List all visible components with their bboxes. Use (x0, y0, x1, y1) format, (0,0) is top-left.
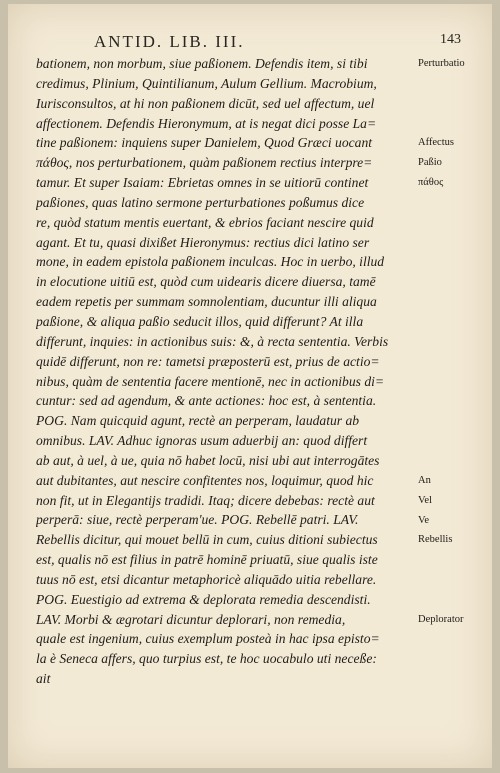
margin-note: Affectus (418, 137, 454, 149)
text-line: omnibus. LAV. Adhuc ignoras usum aduerbij an: quod differt (36, 433, 368, 449)
page-header (8, 32, 492, 56)
text-line: perperā: siue, rectè perperam'ue. POG. Rebellē patri. LAV. (36, 512, 359, 528)
running-head: ANTID. LIB. III. (94, 32, 245, 51)
text-line: affectionem. Defendis Hieronymum, at is negat dici posse La= (36, 115, 377, 131)
text-line: eadem repetis per summam somnolentiam, ducuntur illi aliqua (36, 294, 377, 310)
text-line: la è Seneca affers, quo turpius est, te hoc uocabulo uti neceße: (36, 651, 377, 667)
text-line: credimus, Plinium, Quintilianum, Aulum Gellium. Macrobium, (36, 75, 377, 91)
text-line: quidē differunt, non re: tametsi præposterū est, prius de actio= (36, 353, 380, 369)
text-line: Rebellis dicitur, qui mouet bellū in cum, cuius ditioni subiectus (36, 532, 378, 548)
text-line: tine paßionem: inquiens super Danielem, Quod Græci uocant (36, 135, 373, 151)
text-line: aut dubitantes, aut nescire confitentes nos, loquimur, quod hic (36, 472, 374, 488)
book-page (8, 4, 492, 768)
main-text-block (36, 54, 416, 689)
text-line: paßione, & aliqua paßio seducit illos, quid differunt? At illa (36, 313, 364, 329)
text-line: in elocutione uitiū est, quòd cum uidearis dicere diuersa, tamē (36, 274, 376, 290)
text-line: ait (36, 671, 51, 687)
text-line: ab aut, à uel, à ue, quia nō habet locū, nisi ubi aut interrogātes (36, 452, 380, 468)
text-line: bationem, non morbum, siue paßionem. Defendis item, si tibi (36, 56, 368, 71)
margin-note: Ve (418, 514, 430, 526)
margin-note: Paßio (418, 157, 442, 169)
text-line: tamur. Et super Isaiam: Ebrietas omnes in se uitiorū continet (36, 175, 369, 191)
page-number: 143 (440, 32, 461, 47)
margin-note: An (418, 474, 431, 486)
text-line: non fit, ut in Elegantijs tradidi. Itaq; dicere debebas: rectè aut (36, 492, 375, 508)
text-line: agant. Et tu, quasi dixißet Hieronymus: rectius dici latino ser (36, 234, 370, 250)
text-line: paßiones, quas latino sermone perturbationes poßumus dice (36, 194, 365, 210)
text-line: re, quòd statum mentis euertant, & ebrios faciant nescire quid (36, 214, 374, 230)
text-line: differunt, inquies: in actionibus suis: &, à recta sententia. Verbis (36, 333, 389, 349)
text-line: πάθος, nos perturbationem, quàm paßionem rectius interpre= (36, 155, 373, 171)
text-line: mone, in eadem epistola paßionem inculcas. Hoc in uerbo, illud (36, 254, 385, 270)
text-line: nibus, quàm de sententia facere mentionē, nec in actionibus di= (36, 373, 385, 389)
text-line: POG. Euestigio ad extrema & deplorata remedia descendisti. (36, 591, 371, 607)
text-line: cuntur: sed ad agendum, & ante actiones: hoc est, à sententia. (36, 393, 377, 409)
text-line: LAV. Morbi & ægrotari dicuntur deplorari, non remedia, (36, 611, 346, 627)
text-line: est, qualis nō est filius in patrē hominē priuatū, siue qualis iste (36, 552, 378, 568)
margin-note: Deplorator (418, 613, 464, 625)
margin-note: πάθος (418, 177, 444, 189)
text-line: quale est ingenium, cuius exemplum posteà in hac ipsa episto= (36, 631, 380, 647)
text-line: tuus nō est, etsi dicantur metaphoricè aliquādo uitia rebellare. (36, 571, 377, 587)
margin-note: Perturbatio (418, 58, 465, 69)
margin-note: Vel (418, 494, 432, 506)
margin-note: Rebellis (418, 534, 453, 546)
text-line: Iurisconsultos, at hi non paßionem dicūt, sed uel affectum, uel (36, 95, 375, 111)
text-line: POG. Nam quicquid agunt, rectè an perperam, laudatur ab (36, 413, 360, 429)
